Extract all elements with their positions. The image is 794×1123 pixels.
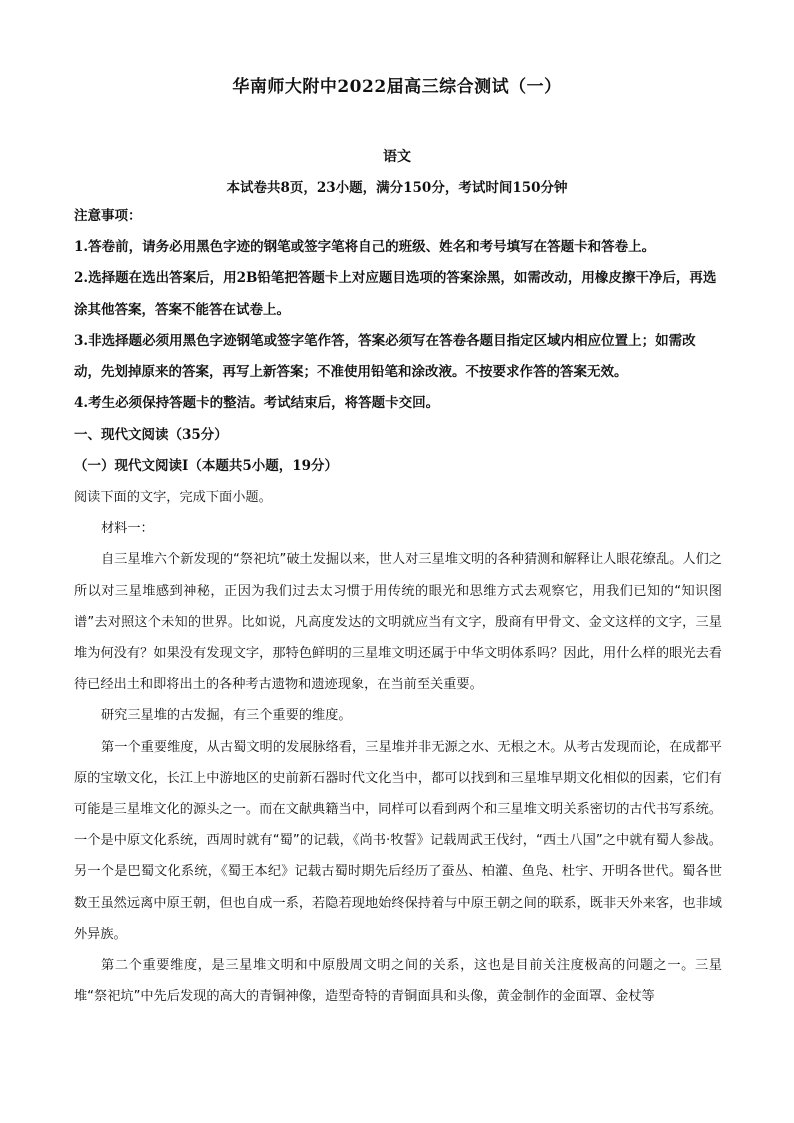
reading-passage [74, 482, 722, 1012]
notice-item: 1.答卷前，请务必用黑色字迹的钢笔或签字笔将自己的班级、姓名和考号填写在答题卡和答卷上。 [74, 239, 656, 256]
material-label: 材料一： [101, 521, 154, 537]
section-subheading: （一）现代文阅读Ⅰ（本题共5小题，19分） [74, 458, 338, 475]
passage-paragraph: 自三星堆六个新发现的“祭祀坑”破土发掘以来，世人对三星堆文明的各种猜测和解释让人眼花缭乱。人们之所以对三星堆感到神秘，正因为我们过去太习惯于用传统的眼光和思维方式去观察它，用我们已知的“知识图谱”去对照这个未知的世界。比如说，凡高度发达的文明就应当有文字，殷商有甲骨文、金文这样的文字，三星堆为何没有？如果没有发现文字，那特色鲜明的三星堆文明还属于中华文明体系吗？因此，用什么样的眼光去看待已经出土和即将出土的各种考古遗物和遗迹现象，在当前至关重要。 [74, 552, 722, 693]
exam-info: 本试卷共8页，23小题，满分150分，考试时间150分钟 [226, 180, 568, 196]
notice-item: 4.考生必须保持答题卡的整洁。考试结束后，将答题卡交回。 [74, 395, 440, 412]
section-heading: 一、现代文阅读（35分） [74, 427, 228, 443]
notice-heading: 注意事项： [74, 208, 142, 224]
page-title: 华南师大附中2022届高三综合测试（一） [232, 77, 562, 97]
notice-item: 2.选择题在选出答案后，用2B铅笔把答题卡上对应题目选项的答案涂黑，如需改动，用橡皮擦干净后，再选涂其他答案，答案不能答在试卷上。 [74, 270, 717, 318]
notice-section [74, 201, 722, 419]
passage-instruction: 阅读下面的文字，完成下面小题。 [74, 490, 272, 505]
passage-paragraph: 第一个重要维度，从古蜀文明的发展脉络看，三星堆并非无源之水、无根之木。从考古发现而论，在成都平原的宝墩文化，长江上中游地区的史前新石器时代文化当中，都可以找到和三星堆早期文化相似的因素，它们有可能是三星堆文化的源头之一。而在文献典籍当中，同样可以看到两个和三星堆文明关系密切的古代书写系统。一个是中原文化系统，西周时就有“蜀”的记载，《尚书·牧誓》记载周武王伐纣，“西土八国”之中就有蜀人参战。另一个是巴蜀文化系统，《蜀王本纪》记载古蜀时期先后经历了蚕丛、柏灌、鱼凫、杜宇、开明各世代。蜀各世数王虽然远离中原王朝，但也自成一系，若隐若现地始终保持着与中原王朝之间的联系，既非天外来客，也非域外异族。 [74, 739, 722, 942]
notice-item: 3.非选择题必须用黑色字迹钢笔或签字笔作答，答案必须写在答卷各题目指定区域内相应位置上；如需改动，先划掉原来的答案，再写上新答案；不准使用铅笔和涂改液。不按要求作答的答案无效。 [74, 332, 696, 381]
passage-paragraph: 研究三星堆的古发掘，有三个重要的维度。 [101, 708, 352, 724]
passage-paragraph: 第二个重要维度，是三星堆文明和中原殷周文明之间的关系，这也是目前关注度极高的问题之一。三星堆“祭祀坑”中先后发现的高大的青铜神像，造型奇特的青铜面具和头像，黄金制作的金面罩、金杖等 [74, 958, 722, 1005]
subject-heading: 语文 [383, 149, 411, 165]
section-headings [74, 420, 722, 482]
